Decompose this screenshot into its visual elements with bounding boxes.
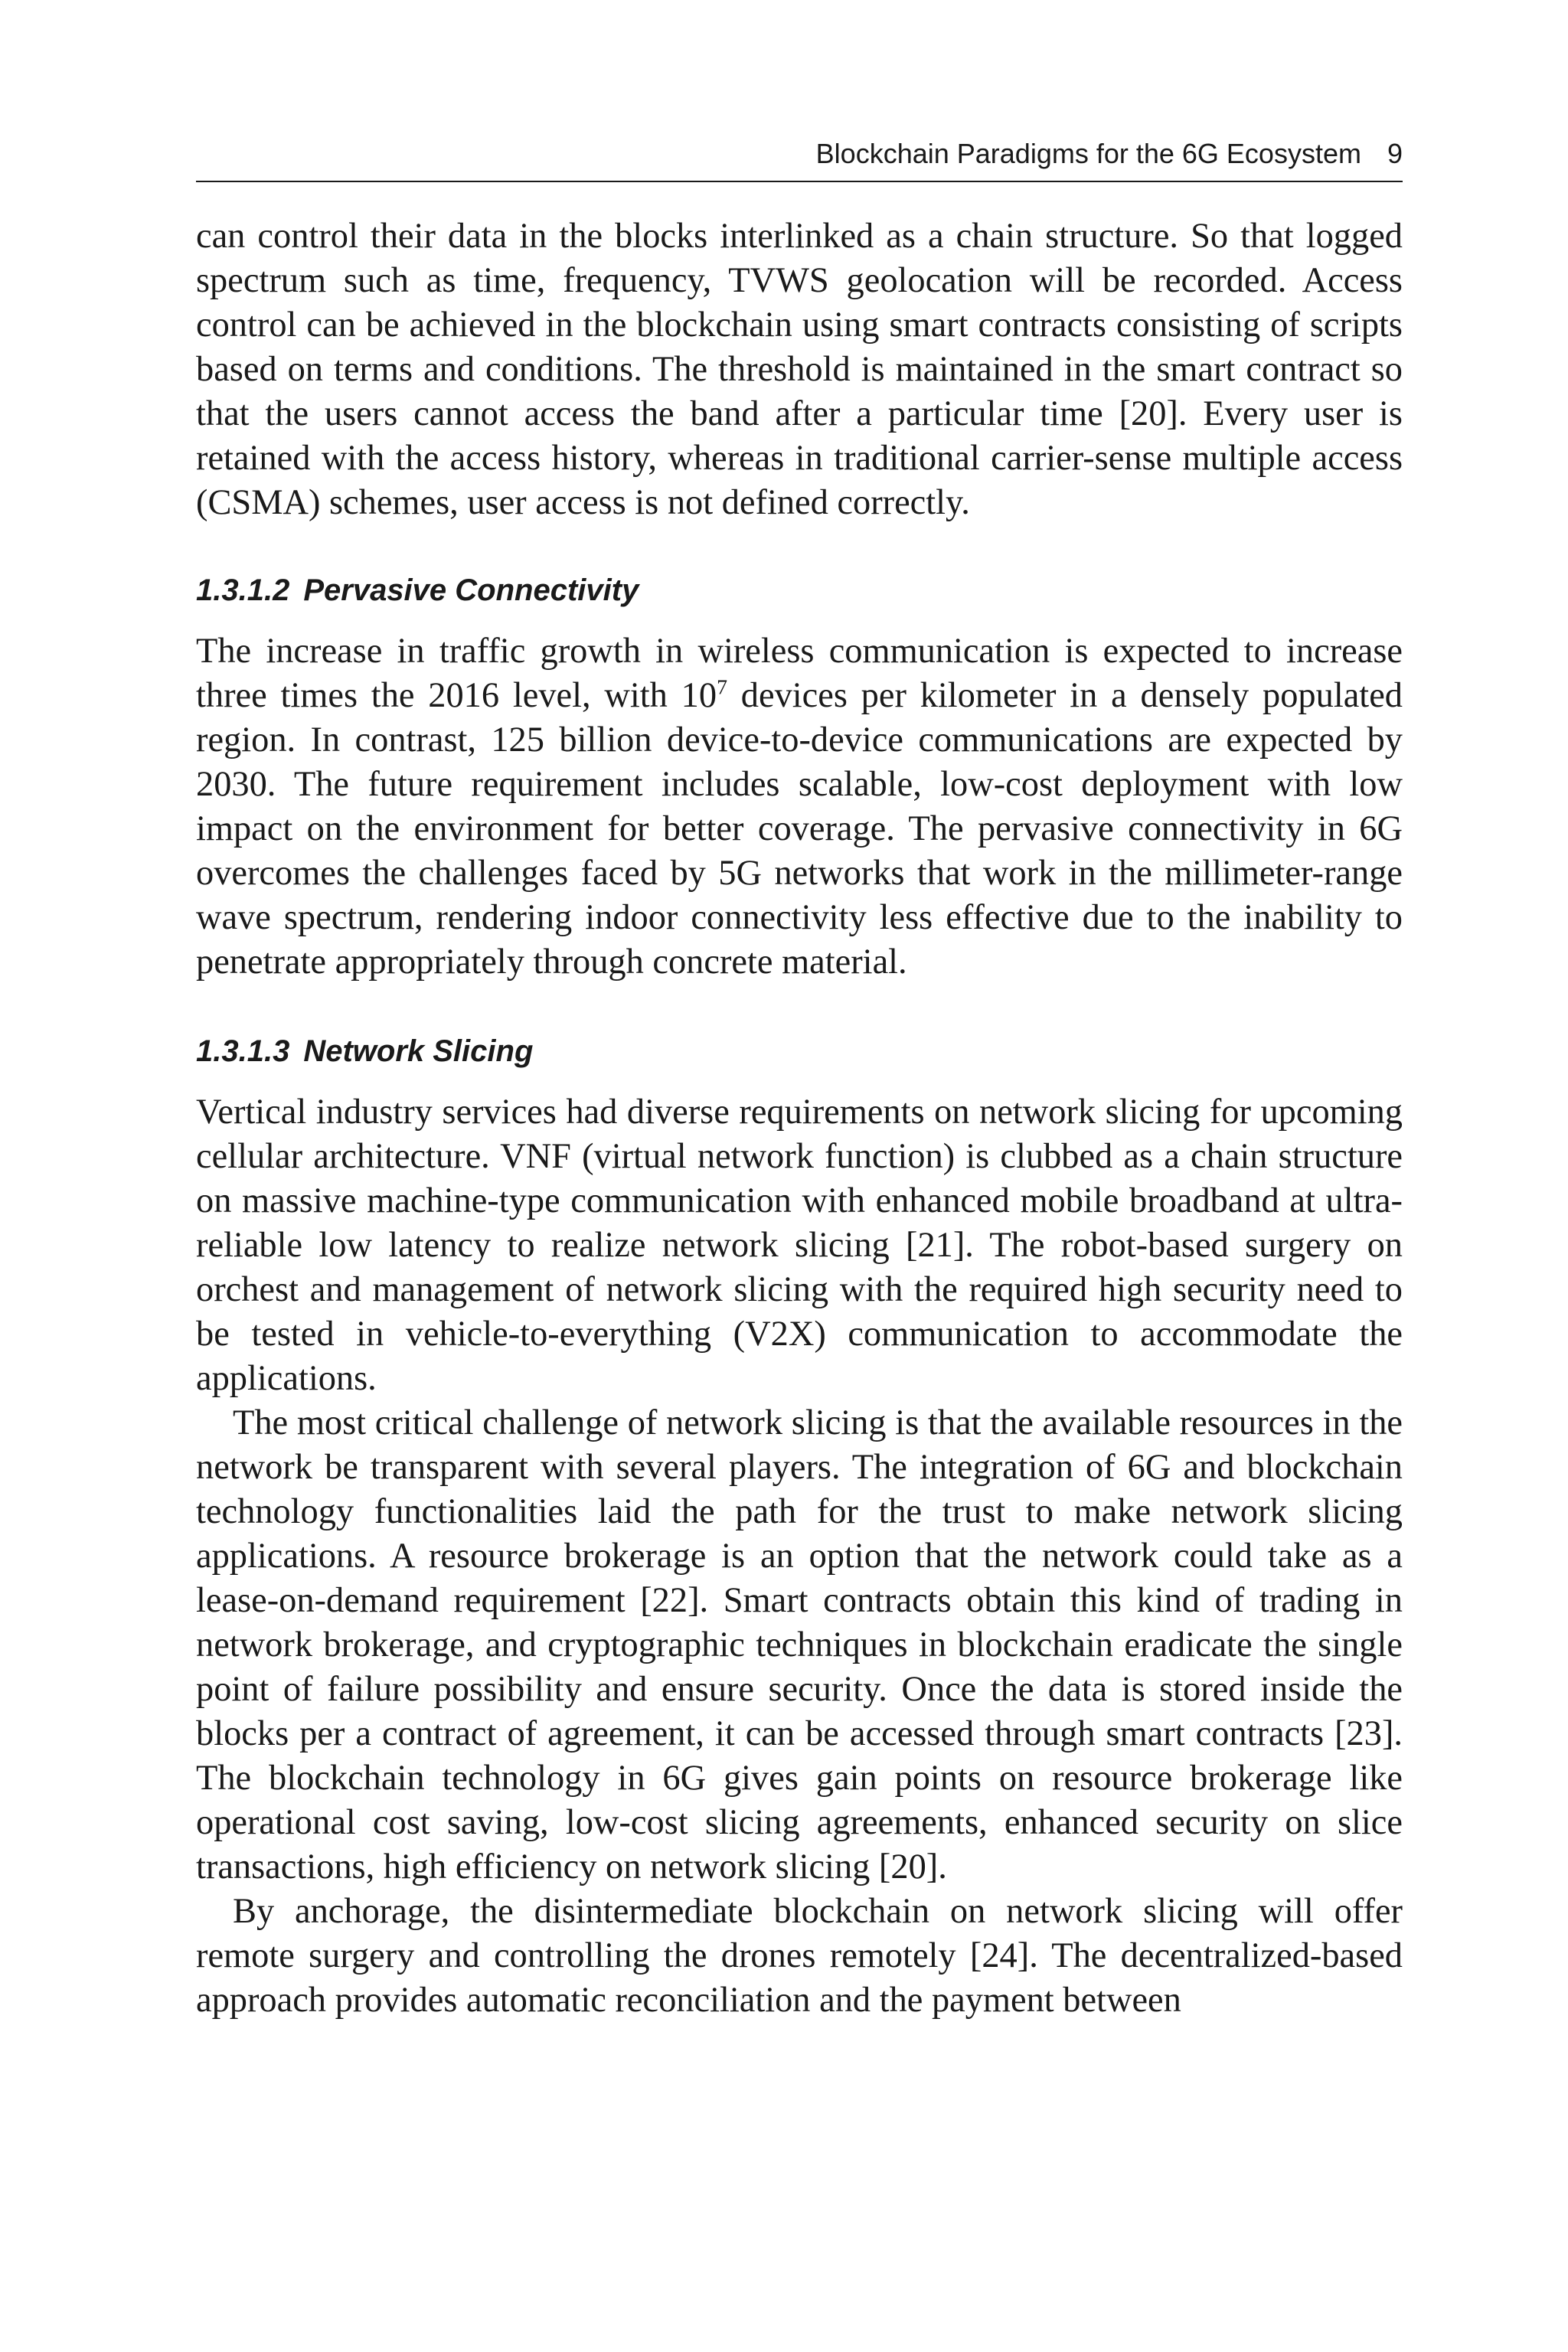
page-number: 9 — [1387, 138, 1403, 169]
paragraph-network-slicing-requirements: Vertical industry services had diverse requirements on network slicing for upcoming cellular architecture. VNF (virtual network function) is clubbed as a chain structure on massive machine-type communication with enhanced mobile broadband at ultra-reliable low latency to realize network slicing [21]. The robot-based surgery on orchest and management of network slicing with the required high security need to be tested in vehicle-to-everything (V2X) communication to accommodate the applications. — [196, 1093, 1403, 1398]
text-run: The increase in traffic growth in wireless communication is expected to increase three times the 2016 level, with 10 — [196, 632, 1403, 715]
section-title: Network Slicing — [303, 1034, 534, 1068]
running-title: Blockchain Paradigms for the 6G Ecosystem — [815, 138, 1361, 169]
section-heading-network-slicing — [196, 1032, 1403, 1070]
exponent: 7 — [717, 675, 727, 700]
section-number: 1.3.1.3 — [196, 1034, 290, 1068]
paragraph-network-slicing-challenges: The most critical challenge of network slicing is that the available resources in the network be transparent with several players. The integration of 6G and blockchain technology functionalities laid the path for the trust to make network slicing applications. A resource brokerage is an option that the network could take as a lease-on-demand requirement [22]. Smart contracts obtain this kind of trading in network brokerage, and cryptographic techniques in blockchain eradicate the single point of failure possibility and ensure security. Once the data is stored inside the blocks per a contract of agreement, it can be accessed through smart contracts [23]. The blockchain technology in 6G gives gain points on resource brokerage like operational cost saving, low-cost slicing agreements, enhanced security on slice transactions, high efficiency on network slicing [20]. — [196, 1403, 1403, 1886]
paragraph-spectrum-access: can control their data in the blocks interlinked as a chain structure. So that logged spectrum such as time, frequency, TVWS geolocation will be recorded. Access control can be achieved in the blockchain using smart contracts consisting of scripts based on terms and conditions. The threshold is maintained in the smart contract so that the users cannot access the band after a particular time [20]. Every user is retained with the access history, whereas in traditional carrier-sense multiple access (CSMA) schemes, user access is not defined correctly. — [196, 217, 1403, 522]
text-run: devices per kilometer in a densely populated region. In contrast, 125 billion device-to-device communications are expected by 2030. The future requirement includes scalable, low-cost deployment with low impact on the environment for better coverage. The pervasive connectivity in 6G overcomes the challenges faced by 5G networks that work in the millimeter-range wave spectrum, rendering indoor connectivity less effective due to the inability to penetrate appropriately through concrete material. — [196, 676, 1403, 982]
running-header — [196, 138, 1403, 182]
section-heading-pervasive-connectivity — [196, 571, 1403, 609]
paragraph-network-slicing-anchorage: By anchorage, the disintermediate blockchain on network slicing will offer remote surgery and controlling the drones remotely [24]. The decentralized-based approach provides automatic reconciliation and the payment between — [196, 1892, 1403, 2020]
section-number: 1.3.1.2 — [196, 573, 290, 607]
book-page — [196, 138, 1403, 2023]
section-title: Pervasive Connectivity — [303, 573, 639, 607]
paragraph-pervasive-connectivity — [196, 629, 1403, 985]
